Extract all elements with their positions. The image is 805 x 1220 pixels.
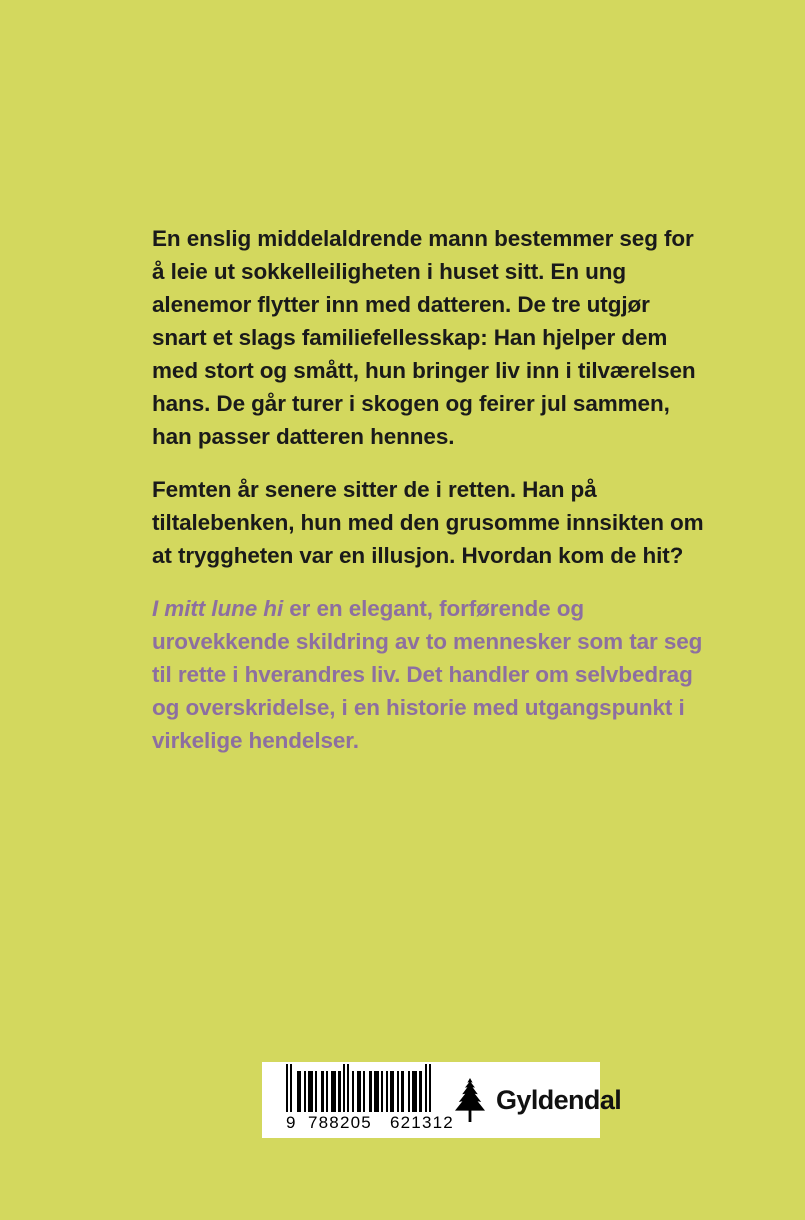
book-title-italic: I mitt lune hi [152,596,284,621]
isbn-digits [286,1113,454,1132]
isbn-digit-group-1: 788205 [308,1113,372,1132]
publisher-name: Gyldendal [496,1084,622,1115]
barcode-label [262,1062,622,1138]
isbn-barcode [286,1062,454,1138]
publisher-logo [453,1078,621,1122]
blurb-text-block [152,222,704,757]
fir-tree-icon [453,1078,487,1122]
isbn-digit-prefix: 9 [286,1113,297,1132]
isbn-digit-group-2: 621312 [390,1113,454,1132]
blurb-paragraph-1: En enslig middelaldrende mann bestemmer seg for å leie ut sokkelleiligheten i huset sitt. En ung alenemor flytter inn med datteren. De tre utgjør snart et slags familiefellesskap: Han hjelper dem med stort og smått, hun bringer liv inn i tilværelsen hans. De går turer i skogen og feirer jul sammen, han passer datteren hennes. [152,226,696,449]
blurb-promo-paragraph [152,592,704,757]
barcode-bar [429,1064,431,1112]
blurb-promo-rest: er en elegant, forførende og urovekkende skildring av to mennesker som tar seg til rette i hverandres liv. Det handler om selvbedrag og overskridelse, i en historie med utgangspunkt i virkelige hendelser. [152,596,703,753]
barcode-bars [286,1071,431,1112]
blurb-paragraph-2: Femten år senere sitter de i retten. Han på tiltalebenken, hun med den grusomme innsikten om at tryggheten var en illusjon. Hvordan kom de hit? [152,477,704,568]
